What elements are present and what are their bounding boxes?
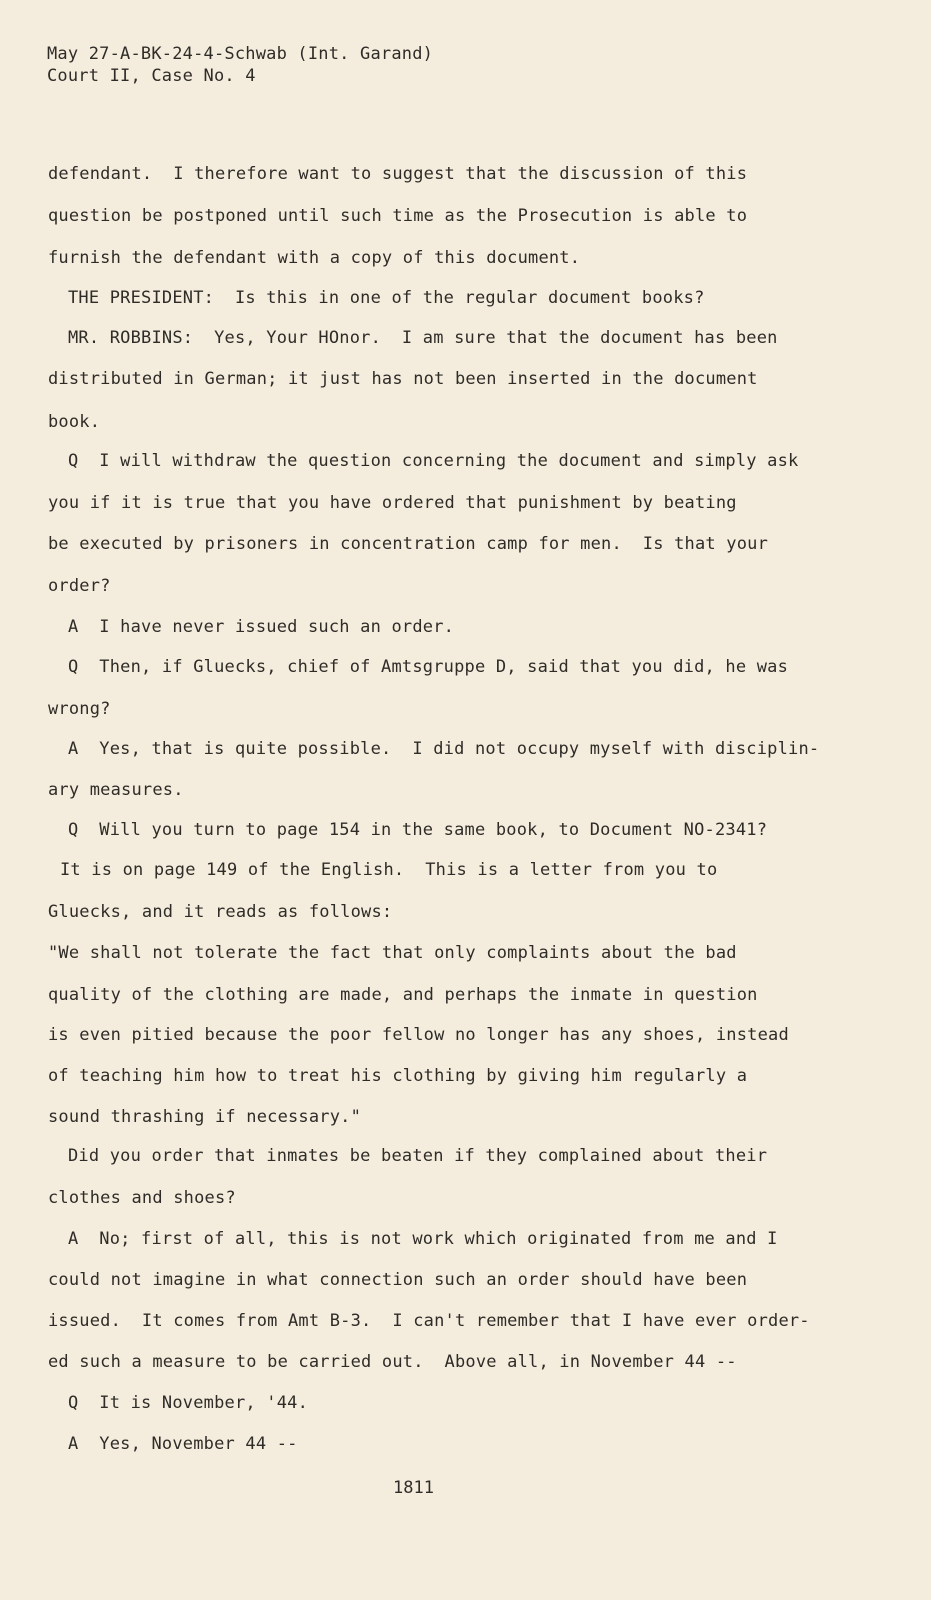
body-line: clothes and shoes? xyxy=(48,1188,236,1208)
body-line: THE PRESIDENT: Is this in one of the regular document books? xyxy=(68,288,705,308)
body-line: wrong? xyxy=(48,699,111,719)
header-line-1: May 27-A-BK-24-4-Schwab (Int. Garand) xyxy=(47,44,434,64)
body-line: book. xyxy=(48,412,101,432)
body-line: "We shall not tolerate the fact that only complaints about the bad xyxy=(48,943,737,963)
body-line: Q It is November, '44. xyxy=(68,1393,309,1413)
body-line: It is on page 149 of the English. This is a letter from you to xyxy=(60,860,718,880)
body-line: Gluecks, and it reads as follows: xyxy=(48,902,393,922)
header-line-2: Court II, Case No. 4 xyxy=(47,66,256,86)
body-line: defendant. I therefore want to suggest that the discussion of this xyxy=(48,164,748,184)
body-line: Q Then, if Gluecks, chief of Amtsgruppe D, said that you did, he was xyxy=(68,657,789,677)
body-line: is even pitied because the poor fellow no longer has any shoes, instead xyxy=(48,1025,789,1045)
body-line: ary measures. xyxy=(48,780,184,800)
body-line: A No; first of all, this is not work which originated from me and I xyxy=(68,1229,778,1249)
body-line: be executed by prisoners in concentration camp for men. Is that your xyxy=(48,534,769,554)
body-line: you if it is true that you have ordered that punishment by beating xyxy=(48,493,737,513)
page-number: 1811 xyxy=(393,1478,434,1498)
body-line: A Yes, that is quite possible. I did not occupy myself with disciplin- xyxy=(68,739,820,759)
body-line: Q Will you turn to page 154 in the same book, to Document NO-2341? xyxy=(68,820,768,840)
body-line: distributed in German; it just has not been inserted in the document xyxy=(48,369,758,389)
body-line: issued. It comes from Amt B-3. I can't remember that I have ever order- xyxy=(48,1311,810,1331)
body-line: ed such a measure to be carried out. Above all, in November 44 -- xyxy=(48,1352,737,1372)
body-line: furnish the defendant with a copy of this document. xyxy=(48,248,581,268)
body-line: question be postponed until such time as the Prosecution is able to xyxy=(48,206,748,226)
body-line: MR. ROBBINS: Yes, Your HOnor. I am sure that the document has been xyxy=(68,328,778,348)
body-line: sound thrashing if necessary." xyxy=(48,1107,362,1127)
body-line: could not imagine in what connection such an order should have been xyxy=(48,1270,748,1290)
body-line: order? xyxy=(48,576,111,596)
body-line: of teaching him how to treat his clothing by giving him regularly a xyxy=(48,1066,748,1086)
body-line: A Yes, November 44 -- xyxy=(68,1434,298,1454)
body-line: Did you order that inmates be beaten if they complained about their xyxy=(68,1146,768,1166)
body-line: Q I will withdraw the question concerning the document and simply ask xyxy=(68,451,799,471)
body-line: quality of the clothing are made, and perhaps the inmate in question xyxy=(48,985,758,1005)
body-line: A I have never issued such an order. xyxy=(68,617,455,637)
